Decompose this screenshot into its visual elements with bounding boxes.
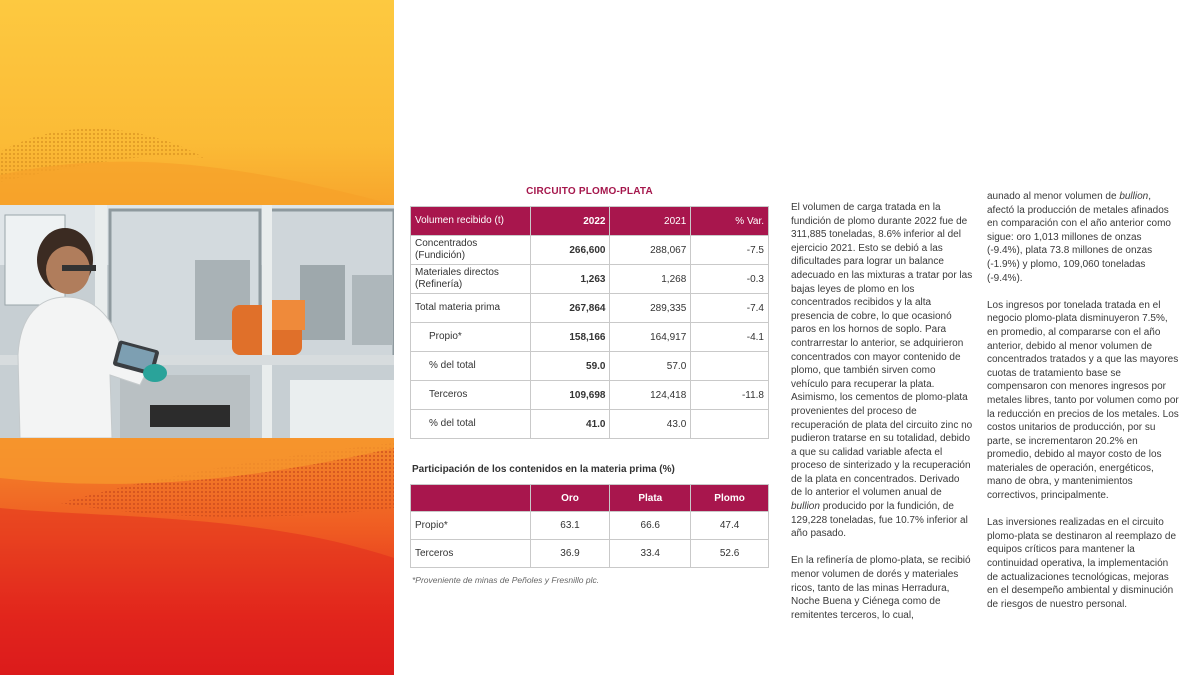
column-header bbox=[411, 485, 531, 512]
paragraph: Las inversiones realizadas en el circuito plomo-plata se destinaron al reemplazo de equipos críticos para mantener la continuidad operativa, la implementación de actualizaciones tecnológicas, mejoras en el desempeño ambiental y disminución de riesgos de nuestro personal. bbox=[987, 517, 1176, 610]
emphasis-text: bullion bbox=[791, 501, 820, 513]
row-label: Materiales directos (Refinería) bbox=[411, 265, 531, 294]
halftone-wave-top bbox=[0, 0, 394, 205]
table-row bbox=[411, 410, 769, 439]
cell-var: -0.3 bbox=[691, 265, 769, 294]
table-row bbox=[411, 512, 769, 540]
row-label: Total materia prima bbox=[411, 294, 531, 323]
left-decorative-panel bbox=[0, 0, 394, 675]
table-row bbox=[411, 352, 769, 381]
table-row bbox=[411, 294, 769, 323]
body-text-column-2 bbox=[987, 190, 1179, 625]
cell-plomo: 52.6 bbox=[691, 540, 769, 568]
cell-var bbox=[691, 410, 769, 439]
cell-2022: 267,864 bbox=[530, 294, 610, 323]
body-text-column-1 bbox=[791, 201, 973, 636]
column-header: Oro bbox=[530, 485, 610, 512]
row-label: Propio* bbox=[411, 512, 531, 540]
orange-red-gradient-band bbox=[0, 438, 394, 675]
participation-table bbox=[410, 484, 769, 568]
cell-2021: 288,067 bbox=[610, 236, 691, 265]
paragraph bbox=[987, 190, 1179, 285]
table-row bbox=[411, 381, 769, 410]
volume-received-table bbox=[410, 206, 769, 439]
cell-var: -11.8 bbox=[691, 381, 769, 410]
column-header: 2021 bbox=[610, 207, 691, 236]
cell-var: -7.5 bbox=[691, 236, 769, 265]
row-label: Propio* bbox=[411, 323, 531, 352]
row-label: Terceros bbox=[411, 381, 531, 410]
paragraph: En la refinería de plomo-plata, se recibió menor volumen de dorés y materiales ricos, tanto de las minas Herradura, Noche Buena y Ciénega como de remitentes terceros, lo cual, bbox=[791, 555, 971, 621]
table-row bbox=[411, 323, 769, 352]
halftone-wave-bottom bbox=[0, 438, 394, 675]
column-header: Volumen recibido (t) bbox=[411, 207, 531, 236]
table-title: CIRCUITO PLOMO-PLATA bbox=[526, 186, 653, 197]
cell-2021: 43.0 bbox=[610, 410, 691, 439]
lab-scene-illustration bbox=[0, 205, 394, 438]
cell-oro: 36.9 bbox=[530, 540, 610, 568]
row-label: % del total bbox=[411, 410, 531, 439]
column-header: 2022 bbox=[530, 207, 610, 236]
paragraph: Los ingresos por tonelada tratada en el negocio plomo-plata disminuyeron 7.5%, en promedio, al compararse con el año anterior, debido al menor volumen de concentrados tratados y a que las mayores cuotas de tratamiento base se compensaron con menores ingresos por metales libres, tanto por volumen como por la reducción en precios de los metales. Los costos unitarios de producción, por su parte, se incrementaron 20.2% en promedio, debido al mayor costo de los materiales de operación, energéticos, mano de obra, y mantenimientos correctivos, principalmente. bbox=[987, 299, 1179, 502]
text-run: aunado al menor volumen de bbox=[987, 191, 1120, 202]
cell-oro: 63.1 bbox=[530, 512, 610, 540]
cell-plomo: 47.4 bbox=[691, 512, 769, 540]
row-label: % del total bbox=[411, 352, 531, 381]
yellow-gradient-band bbox=[0, 0, 394, 205]
cell-2021: 57.0 bbox=[610, 352, 691, 381]
text-run: producido por la fundición, de 129,228 toneladas, fue 10.7% inferior al año pasado. bbox=[791, 501, 968, 540]
column-header: Plata bbox=[610, 485, 691, 512]
cell-plata: 66.6 bbox=[610, 512, 691, 540]
table-row bbox=[411, 265, 769, 294]
cell-2022: 1,263 bbox=[530, 265, 610, 294]
table-row bbox=[411, 540, 769, 568]
text-run: El volumen de carga tratada en la fundición de plomo durante 2022 fue de 311,885 toneladas, 8.6% inferior al del ejercicio 2021. Esto se debió a las dificultades para lograr un balance adecuado en las mixturas a tratar por las bajas leyes de plomo en los concentrados recibidos y la alta presencia de cobre, lo que ocasionó paros en los hornos de soplo. Para contrarrestar lo anterior, se adquirieron concentrados con mayor contenido de plomo, que también sirven como vehículo para recuperar la plata. Asimismo, los cementos de plomo-plata provenientes del proceso de recuperación de plata del circuito zinc no pudieron tratarse en su totalidad, debido a que su calidad variable afecta el proceso de sinterizado y la recuperación de la plata en concentrados. Derivado de lo anterior el volumen anual de bbox=[791, 202, 973, 499]
row-label: Concentrados (Fundición) bbox=[411, 236, 531, 265]
cell-2021: 1,268 bbox=[610, 265, 691, 294]
footnote: *Proveniente de minas de Peñoles y Fresnillo plc. bbox=[412, 575, 600, 585]
emphasis-text: bullion bbox=[1119, 191, 1149, 202]
cell-var bbox=[691, 352, 769, 381]
table-row bbox=[411, 236, 769, 265]
table-header-row bbox=[411, 485, 769, 512]
lab-worker-photo bbox=[0, 205, 394, 438]
table-header-row bbox=[411, 207, 769, 236]
cell-var: -4.1 bbox=[691, 323, 769, 352]
cell-2022: 266,600 bbox=[530, 236, 610, 265]
column-header: Plomo bbox=[691, 485, 769, 512]
column-header: % Var. bbox=[691, 207, 769, 236]
cell-2021: 289,335 bbox=[610, 294, 691, 323]
paragraph bbox=[791, 201, 973, 541]
participation-table-title: Participación de los contenidos en la materia prima (%) bbox=[412, 464, 675, 475]
cell-2021: 164,917 bbox=[610, 323, 691, 352]
text-run: , afectó la producción de metales afinados en comparación con el año anterior como sigue: oro 1,013 millones de onzas (-9.4%), plata 73.8 millones de onzas (-1.9%) y plomo, 109,060 toneladas (-9.4%). bbox=[987, 191, 1171, 284]
cell-2022: 158,166 bbox=[530, 323, 610, 352]
cell-2022: 109,698 bbox=[530, 381, 610, 410]
cell-2022: 41.0 bbox=[530, 410, 610, 439]
row-label: Terceros bbox=[411, 540, 531, 568]
cell-var: -7.4 bbox=[691, 294, 769, 323]
cell-plata: 33.4 bbox=[610, 540, 691, 568]
cell-2022: 59.0 bbox=[530, 352, 610, 381]
cell-2021: 124,418 bbox=[610, 381, 691, 410]
